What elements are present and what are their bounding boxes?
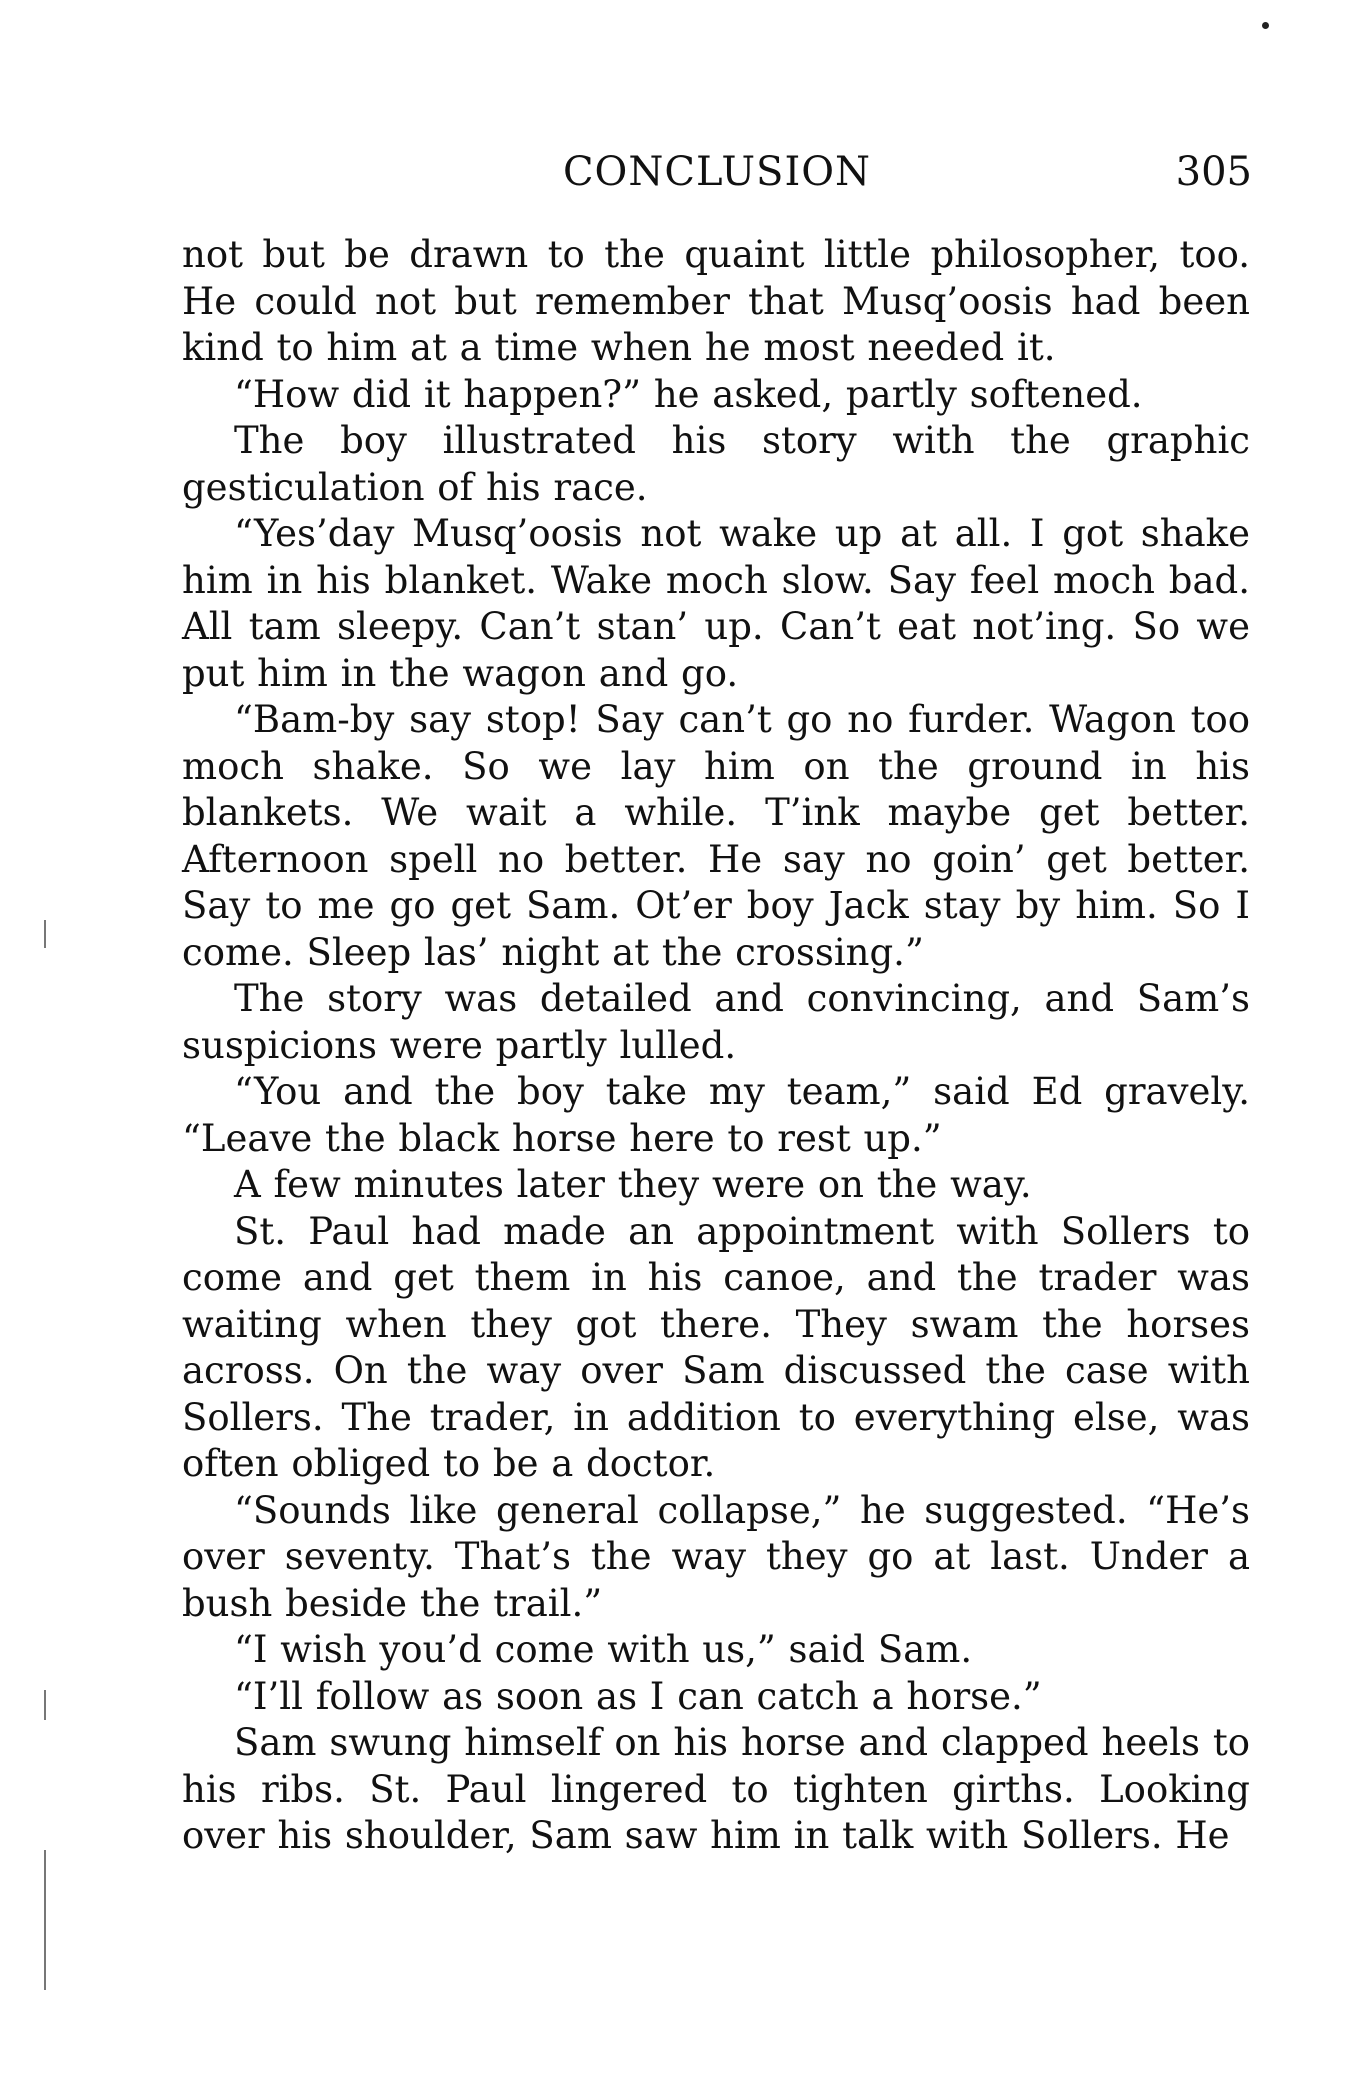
scan-margin-mark — [44, 1850, 46, 1990]
page-number: 305 — [1175, 149, 1252, 195]
running-head — [182, 146, 1252, 198]
paragraph: “I wish you’d come with us,” said Sam. — [234, 1628, 973, 1671]
paragraph: The boy illustrated his story with the graphic gesticulation of his race. — [182, 419, 1250, 509]
body-text — [182, 232, 1250, 1860]
paragraph: “Sounds like general collapse,” he suggested. “He’s over seventy. That’s the way they go at last. Under a bush beside the trail.” — [182, 1488, 1250, 1625]
paragraph: not but be drawn to the quaint little philosopher, too. He could not but remember that Musq’oosis had been kind to him at a time when he most needed it. — [182, 233, 1250, 369]
paragraph: “Yes’day Musq’oosis not wake up at all. I got shake him in his blanket. Wake moch slow. Say feel moch bad. All tam sleepy. Can’t stan’ up. Can’t eat not’ing. So we put him in the wagon and go. — [182, 512, 1250, 695]
scan-margin-mark — [44, 1690, 46, 1720]
paragraph: “How did it happen?” he asked, partly softened. — [234, 372, 1143, 416]
scan-speck — [1262, 22, 1269, 29]
scan-margin-mark — [44, 920, 46, 948]
running-title: CONCLUSION — [562, 149, 872, 195]
paragraph: “I’ll follow as soon as I can catch a horse.” — [234, 1674, 1042, 1718]
paragraph: “You and the boy take my team,” said Ed gravely. “Leave the black horse here to rest up.” — [182, 1070, 1250, 1160]
paragraph: “Bam-by say stop! Say can’t go no furder. Wagon too moch shake. So we lay him on the ground in his blankets. We wait a while. T’ink maybe get better. Afternoon spell no better. He say no goin’ get better. Say to me go get Sam. Ot’er boy Jack stay by him. So I come. Sleep las’ night at the crossing.” — [182, 698, 1250, 974]
paragraph: St. Paul had made an appointment with Sollers to come and get them in his canoe, and the trader was waiting when they got there. They swam the horses across. On the way over Sam discussed the case with Sollers. The trader, in addition to everything else, was often obliged to be a doctor. — [182, 1209, 1250, 1485]
paragraph: The story was detailed and convincing, and Sam’s suspicions were partly lulled. — [182, 977, 1250, 1067]
paragraph: Sam swung himself on his horse and clapped heels to his ribs. St. Paul lingered to tighten girths. Looking over his shoulder, Sam saw him in talk with Sollers. He — [182, 1721, 1250, 1857]
paragraph: A few minutes later they were on the way. — [234, 1163, 1032, 1206]
